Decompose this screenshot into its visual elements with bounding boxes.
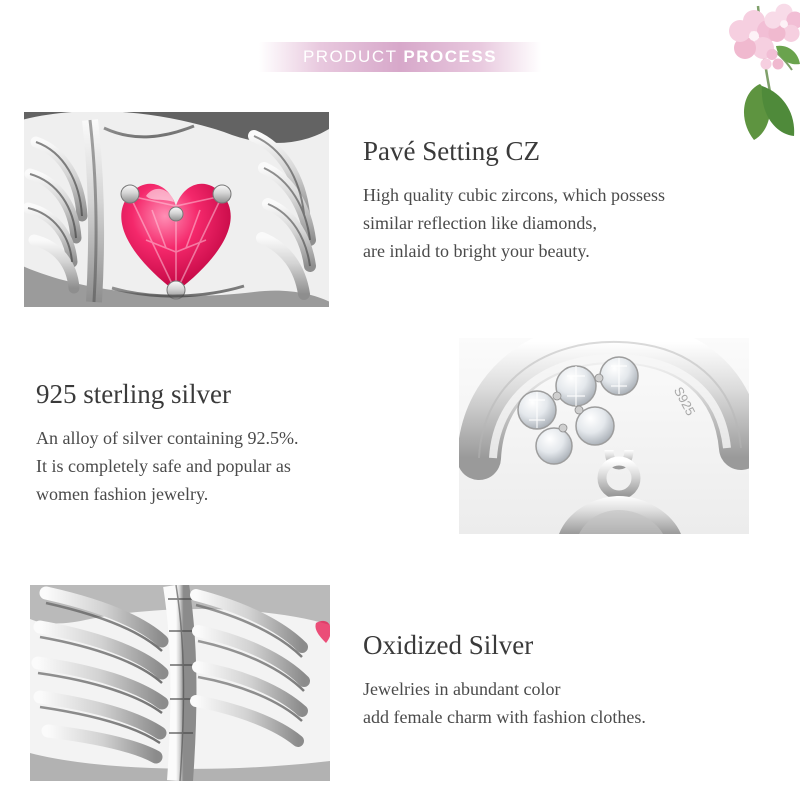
section-title: Oxidized Silver	[363, 630, 534, 660]
banner-title	[303, 47, 497, 67]
product-process-banner	[259, 42, 541, 72]
section-line: women fashion jewelry.	[36, 484, 209, 504]
oxidized-silver-image	[30, 585, 330, 781]
section-line: It is completely safe and popular as	[36, 456, 291, 476]
section-title: 925 sterling silver	[36, 379, 231, 409]
oxidized-silver-text	[363, 630, 646, 731]
banner-title-light: PRODUCT	[302, 47, 404, 66]
pave-setting-cz-image	[24, 112, 329, 307]
section-line: are inlaid to bright your beauty.	[363, 241, 590, 261]
cherry-blossom-decoration-icon	[680, 0, 800, 175]
section-line: add female charm with fashion clothes.	[363, 707, 646, 727]
pave-setting-cz-text	[363, 136, 665, 265]
section-line: An alloy of silver containing 92.5%.	[36, 428, 299, 448]
section-title: Pavé Setting CZ	[363, 136, 540, 166]
svg-text:S925: S925	[670, 384, 699, 419]
banner-title-bold: PROCESS	[403, 47, 498, 66]
section-line: Jewelries in abundant color	[363, 679, 561, 699]
section-line: similar reflection like diamonds,	[363, 213, 597, 233]
sterling-silver-text	[36, 379, 298, 508]
sterling-silver-image	[459, 338, 749, 534]
section-line: High quality cubic zircons, which possess	[363, 185, 665, 205]
